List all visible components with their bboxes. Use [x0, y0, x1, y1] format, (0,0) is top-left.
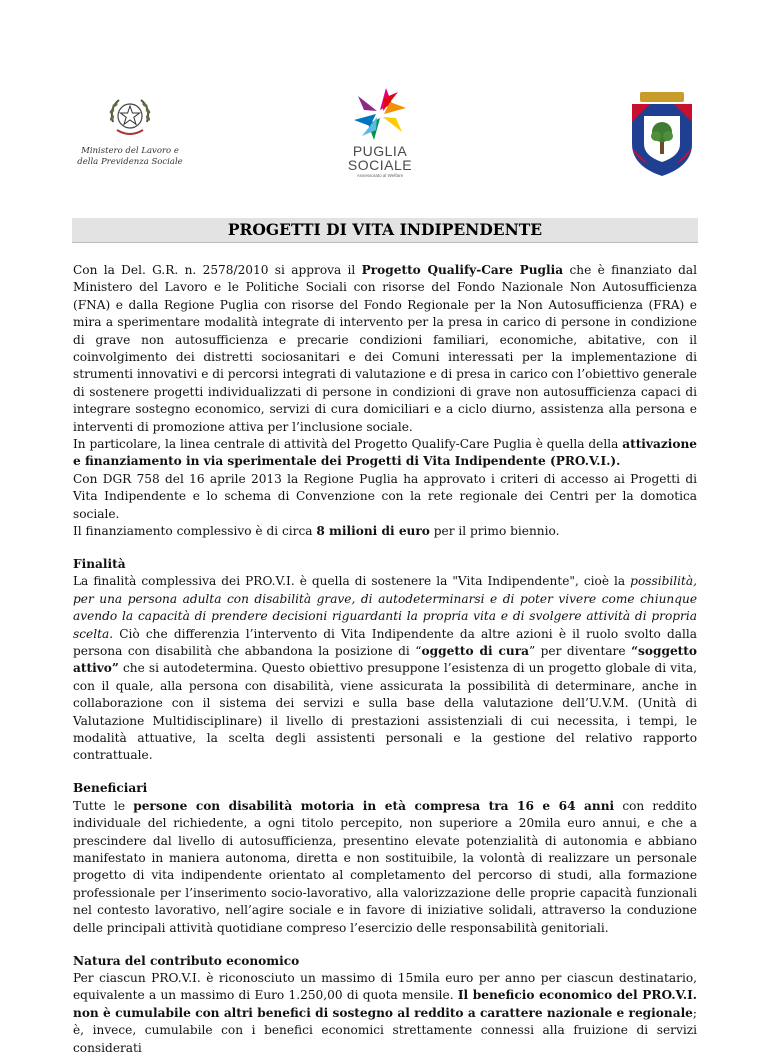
page-title: PROGETTI DI VITA INDIPENDENTE [227, 220, 543, 239]
puglia-sociale-logo [342, 86, 418, 178]
beneficiari-t3: con reddito individuale del richiedente, a ogni titolo percepito, non superiore a 20mila euro annui, e che a prescindere dal livello di autosufficienza, presentino elevate potenzialità di autonomia e abbiano manifestato in maniera autonoma, diretta e non sostituibile, la volontà di realizzare un personale progetto di vita indipendente orientato al completamento del percorso di studi, alla formazione professionale per l’inserimento socio-lavorativo, alla valorizzazione delle proprie capacità funzionali nel contesto lavorativo, nell’agire sociale e in favore di iniziative solidali, attraverso la conduzione delle principali attività quotidiane compreso l’esercizio delle responsabilità genitoriali. [73, 798, 697, 935]
intro-paragraph-4 [73, 523, 697, 540]
intro-paragraph-1 [73, 262, 697, 436]
finalita-oggetto: oggetto di cura [421, 644, 529, 659]
ministry-name-line1: Ministero del Lavoro e [81, 146, 179, 156]
natura-t3: ; è, invece, cumulabile con i benefici economici strettamente connessi alla fruizione di servizi considerati [73, 1005, 697, 1055]
finalita-definition: possibilità, per una persona adulta con disabilità grave, di autodeterminarsi e di poter vivere come chiunque avendo la capacità di prendere decisioni riguardanti la propria vita e di svolgere attività di propria scelta. [73, 574, 697, 641]
section-natura [73, 953, 697, 1057]
title-banner [72, 218, 698, 243]
document-body [73, 262, 697, 1057]
intro-p1-text-a: Con la Del. G.R. n. 2578/2010 si approva il [73, 263, 362, 277]
finalita-t7: che si autodetermina. Questo obiettivo presuppone l’esistenza di un progetto globale di vita, con il quale, alla persona con disabilità, viene assicurata la possibilità di determinare, anche in collaborazione con il sistema dei servizi e sulla base della valutazione dell’U.V.M. (Unità di Valutazione Multidisciplinare) il livello di prestazioni assistenziali di cui necessita, i tempi, le modalità attuative, la scelta degli assistenti personali e la gestione del relativo rapporto contrattuale. [73, 661, 697, 763]
italian-emblem-icon [103, 92, 157, 144]
intro-paragraph-3: Con DGR 758 del 16 aprile 2013 la Regione Puglia ha approvato i criteri di accesso ai Progetti di Vita Indipendente e lo schema di Convenzione con la rete regionale dei Centri per la domotica sociale. [73, 471, 697, 521]
natura-paragraph [73, 970, 697, 1057]
beneficiari-heading: Beneficiari [73, 781, 148, 796]
natura-bold: Il beneficio economico del PRO.V.I. non è cumulabile con altri benefici di sostegno al reddito a carattere nazionale e regionale [73, 988, 697, 1020]
sociale-wordmark: SOCIALE [347, 157, 413, 173]
finalita-t1: La finalità complessiva dei PRO.V.I. è quella di sostenere la "Vita Indipendente", cioè la [73, 574, 631, 589]
finalita-heading: Finalità [73, 557, 126, 571]
flower-star-icon [352, 86, 408, 142]
section-beneficiari [73, 780, 697, 937]
assessorato-text: Assessorato al Welfare [356, 173, 404, 178]
intro-p2-text-a: In particolare, la linea centrale di attività del Progetto Qualify-Care Puglia è quella della [73, 437, 623, 452]
natura-t1: Per ciascun PRO.V.I. è riconosciuto un massimo di 15mila euro per anno per ciascun destinatario, equivalente a un massimo di Euro 1.250,00 di quota mensile. [73, 970, 697, 1003]
intro-p2-bold: attivazione e finanziamento in via sperimentale dei Progetti di Vita Indipendente (PRO.V.I.). [73, 437, 697, 469]
ministry-name-line2: della Previdenza Sociale [77, 157, 183, 167]
intro-p4-text-a: Il finanziamento complessivo è di circa [73, 524, 317, 539]
intro-paragraph-2 [73, 436, 697, 471]
puglia-wordmark: PUGLIA [352, 143, 408, 159]
coat-of-arms-icon [626, 92, 698, 178]
section-finalita [73, 556, 697, 765]
finalita-soggetto: “soggetto attivo” [73, 644, 697, 676]
finalita-t5: ” per diventare [528, 644, 632, 659]
finalita-paragraph [73, 573, 697, 764]
finalita-t3: Ciò che differenzia l’intervento di Vita Indipendente da altre azioni è il ruolo svolto dalla persona con disabilità che abbandona la posizione di “ [73, 626, 697, 659]
regione-puglia-logo [626, 92, 698, 182]
beneficiari-target: persone con disabilità motoria in età compresa tra 16 e 64 anni [133, 798, 615, 813]
intro-p1-text-c: che è finanziato dal Ministero del Lavoro e le Politiche Sociali con risorse del Fondo Nazionale Non Autosufficienza (FNA) e dalla Regione Puglia con risorse del Fondo Regionale per la Non Autosufficienza (FRA) e mira a sperimentare modalità integrate di intervento per la presa in carico di persone in condizione di grave non autosufficienza e precarie condizioni familiari, economiche, abitative, con il coinvolgimento dei distretti sociosanitari e dei Comuni interessati per la implementazione di strumenti innovativi e di percorsi integrati di valutazione e di presa in carico con l’obiettivo generale di sostenere progetti individualizzati di persone in condizioni di grave non autosufficienza capaci di integrare sostegno economico, servizi di cura domiciliari e a ciclo diurno, assistenza alla persona e interventi di promozione attiva per l’inclusione sociale. [73, 263, 697, 434]
ministry-logo [70, 92, 190, 168]
beneficiari-paragraph [73, 798, 697, 937]
intro-p4-text-c: per il primo biennio. [429, 524, 560, 539]
intro-p4-amount: 8 milioni di euro [316, 524, 430, 539]
natura-heading: Natura del contributo economico [73, 953, 300, 968]
intro-p1-project-name: Progetto Qualify-Care Puglia [361, 263, 564, 277]
beneficiari-t1: Tutte le [73, 798, 134, 813]
